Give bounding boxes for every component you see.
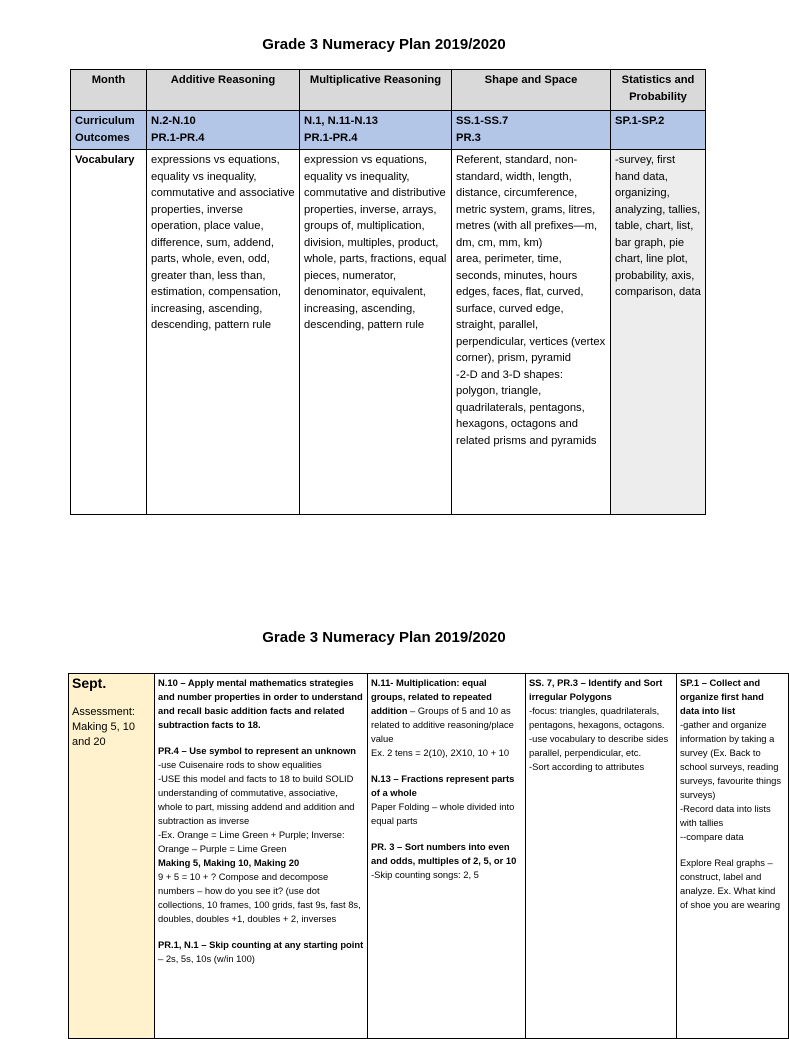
numeracy-overview-table bbox=[70, 69, 706, 515]
page-title: Grade 3 Numeracy Plan 2019/2020 bbox=[262, 36, 506, 53]
vocabulary-shape: Referent, standard, non-standard, width, length, distance, circumference, metric system, grams, litres, metres (with all prefixes—m, dm, cm, mm, km) area, perimeter, time, seconds, minutes, hours edges, faces, flat, curved, surface, curved edge, straight, parallel, perpendicular, vertices (vertex corner), prism, pyramid -2-D and 3-D shapes: polygon, triangle, quadrilaterals, pentagons, hexagons, octagons and related prisms and pyramids bbox=[452, 150, 611, 515]
outcomes-row bbox=[71, 111, 706, 150]
header-additive: Additive Reasoning bbox=[147, 70, 300, 111]
month-cell bbox=[69, 674, 155, 1039]
outcomes-statistics: SP.1-SP.2 bbox=[611, 111, 706, 150]
n11-text: – Groups of 5 and 10 as related to additive reasoning/place value bbox=[371, 705, 514, 744]
pr1-heading: PR.1, N.1 – Skip counting at any starting point bbox=[158, 939, 364, 950]
month-name: Sept. bbox=[72, 675, 107, 691]
vocabulary-statistics: -survey, first hand data, organizing, analyzing, tallies, table, chart, list, bar graph, pie chart, line plot, probability, axis, comparison, data bbox=[611, 150, 706, 515]
ss7-line: -Sort according to attributes bbox=[529, 761, 645, 772]
n13-text: Paper Folding – whole divided into equal parts bbox=[371, 801, 515, 826]
pr3-text: -Skip counting songs: 2, 5 bbox=[371, 869, 479, 880]
ss7-line: -use vocabulary to describe sides parallel, perpendicular, etc. bbox=[529, 733, 669, 758]
header-statistics: Statistics and Probability bbox=[611, 70, 706, 111]
september-plan-table bbox=[68, 673, 789, 1039]
outcomes-shape: SS.1-SS.7 PR.3 bbox=[452, 111, 611, 150]
september-row bbox=[69, 674, 789, 1039]
making-text: 9 + 5 = 10 + ? Compose and decompose numbers – how do you see it? (use dot collections, 10 frames, 100 grids, fast 9s, fast 8s, doubles, doubles +1, doubles + 2, inverses bbox=[158, 871, 361, 924]
additive-cell bbox=[155, 674, 368, 1039]
pr1-text: – 2s, 5s, 10s (w/in 100) bbox=[158, 953, 255, 964]
pr4-line: -use Cuisenaire rods to show equalities bbox=[158, 759, 322, 770]
vocabulary-row bbox=[71, 150, 706, 515]
vocabulary-label: Vocabulary bbox=[71, 150, 147, 515]
making-heading: Making 5, Making 10, Making 20 bbox=[158, 857, 300, 868]
n13-heading: N.13 – Fractions represent parts of a whole bbox=[371, 773, 515, 798]
outcomes-multiplicative: N.1, N.11-N.13 PR.1-PR.4 bbox=[300, 111, 452, 150]
statistics-cell bbox=[677, 674, 789, 1039]
pr3-heading: PR. 3 – Sort numbers into even and odds, multiples of 2, 5, or 10 bbox=[371, 841, 517, 866]
n10-heading: N.10 – Apply mental mathematics strategies and number properties in order to understand and recall basic addition facts and related subtraction facts to 18. bbox=[158, 677, 363, 730]
vocabulary-multiplicative: expression vs equations, equality vs inequality, commutative and distributive properties, inverse, arrays, groups of, multiplication, division, multiples, product, whole, parts, fractions, equal pieces, numerator, denominator, equivalent, increasing, ascending, descending, pattern rule bbox=[300, 150, 452, 515]
sp1-heading: SP.1 – Collect and organize first hand data into list bbox=[680, 677, 764, 716]
pr4-line: -Ex. Orange = Lime Green + Purple; Inverse: Orange – Purple = Lime Green bbox=[158, 829, 345, 854]
header-multiplicative: Multiplicative Reasoning bbox=[300, 70, 452, 111]
pr4-line: -USE this model and facts to 18 to build SOLID understanding of commutative, associative, whole to part, missing addend and addition and subtraction as inverse bbox=[158, 773, 355, 826]
header-row bbox=[71, 70, 706, 111]
shape-cell bbox=[526, 674, 677, 1039]
pr4-heading: PR.4 – Use symbol to represent an unknown bbox=[158, 745, 356, 756]
header-shape: Shape and Space bbox=[452, 70, 611, 111]
multiplicative-cell bbox=[368, 674, 526, 1039]
ss7-line: -focus: triangles, quadrilaterals, pentagons, hexagons, octagons. bbox=[529, 705, 665, 730]
outcomes-additive: N.2-N.10 PR.1-PR.4 bbox=[147, 111, 300, 150]
n11-heading: N.11- Multiplication: equal groups, related to repeated addition bbox=[371, 677, 492, 716]
header-month: Month bbox=[71, 70, 147, 111]
sp1-line: -gather and organize information by taking a survey (Ex. Back to school surveys, reading surveys, favourite things surveys) bbox=[680, 719, 782, 800]
explore-graphs: Explore Real graphs – construct, label and analyze. Ex. What kind of shoe you are wearing bbox=[680, 857, 781, 910]
sp1-line: -Record data into lists with tallies bbox=[680, 803, 771, 828]
vocabulary-additive: expressions vs equations, equality vs inequality, commutative and associative properties, inverse operation, place value, difference, sum, addend, parts, whole, even, odd, greater than, less than, estimation, compensation, increasing, ascending, descending, pattern rule bbox=[147, 150, 300, 515]
sp1-line: --compare data bbox=[680, 831, 744, 842]
ss7-heading: SS. 7, PR.3 – Identify and Sort irregular Polygons bbox=[529, 677, 663, 702]
assessment-note: Assessment: Making 5, 10 and 20 bbox=[72, 706, 135, 748]
page-title-2: Grade 3 Numeracy Plan 2019/2020 bbox=[262, 629, 506, 646]
n11-example: Ex. 2 tens = 2(10), 2X10, 10 + 10 bbox=[371, 747, 510, 758]
outcomes-label: Curriculum Outcomes bbox=[71, 111, 147, 150]
